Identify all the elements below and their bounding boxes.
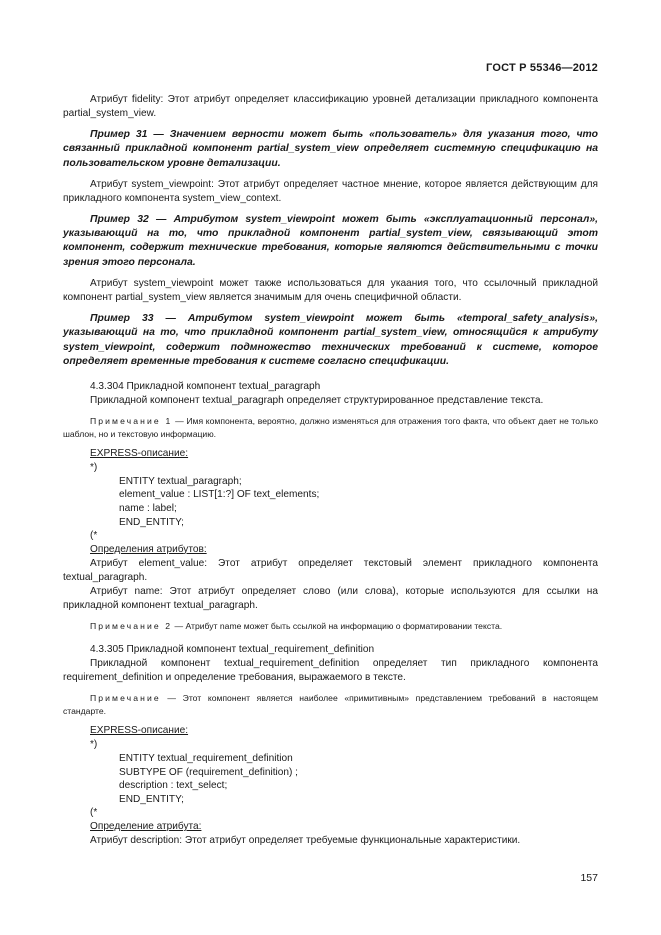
- note-1: [63, 415, 598, 440]
- code-1-close: (*: [90, 530, 98, 542]
- attribute-system-viewpoint-paragraph: Атрибут system_viewpoint: Этот атрибут определяет частное мнение, которое является действующим для прикладного компонента system_view_context.: [63, 178, 598, 204]
- example-32: Пример 32 — Атрибутом system_viewpoint может быть «эксплуатационный персонал», указывающий на то, что прикладной компонент partial_system_view, связывающий этот компонент, содержит технические требования, которые являются действительными с точки зрения этого персонала.: [63, 213, 598, 268]
- express-code-block-2: [63, 738, 598, 820]
- section-4-3-304-title: 4.3.304 Прикладной компонент textual_paragraph: [90, 381, 321, 393]
- section-4-3-304-description: Прикладной компонент textual_paragraph определяет структурированное представление текста.: [90, 395, 544, 407]
- code-1-line: name : label;: [119, 503, 177, 515]
- document-standard-header: ГОСТ Р 55346—2012: [486, 62, 598, 74]
- defs-label-text-2: Определение атрибута:: [90, 820, 202, 832]
- attribute-definitions-label: [63, 543, 598, 557]
- code-1-line: element_value : LIST[1:?] OF text_elements;: [119, 489, 320, 501]
- express-description-label-2: [63, 724, 598, 738]
- defs-label-text-1: Определения атрибутов:: [90, 543, 207, 555]
- note-3-text: — Этот компонент является наиболее «примитивным» представлением требований в настоящем стандарте.: [63, 693, 598, 716]
- note-1-text: — Имя компонента, вероятно, должно изменяться для отражения того факта, что объект дает не только шаблон, но и текстовую информацию.: [63, 416, 598, 439]
- attribute-fidelity-paragraph: Атрибут fidelity: Этот атрибут определяет классификацию уровней детализации прикладного компонента partial_system_view.: [63, 94, 598, 119]
- section-4-3-305-description: Прикладной компонент textual_requirement_definition определяет тип прикладного компонента requirement_definition и определение требования, выражаемого в тексте.: [63, 658, 598, 684]
- note-2-text: — Атрибут name может быть ссылкой на информацию о форматировании текста.: [172, 620, 503, 631]
- code-1-open: *): [90, 462, 98, 474]
- code-2-open: *): [90, 739, 98, 751]
- section-4-3-305-title: 4.3.305 Прикладной компонент textual_requirement_definition: [90, 644, 375, 656]
- code-2-line: END_ENTITY;: [119, 793, 184, 805]
- note-3: [63, 692, 598, 717]
- code-2-line: description : text_select;: [119, 780, 228, 792]
- definition-description: Атрибут description: Этот атрибут определяет требуемые функциональные характеристики.: [90, 834, 521, 846]
- definition-name: Атрибут name: Этот атрибут определяет слово (или слова), которые используются для ссылки на прикладной компонент textual_paragraph.: [63, 585, 598, 611]
- code-1-line: END_ENTITY;: [119, 516, 184, 528]
- page-body: [63, 93, 598, 848]
- code-1-line: ENTITY textual_paragraph;: [119, 475, 242, 487]
- note-2: [63, 620, 598, 633]
- express-label-text-1: EXPRESS-описание:: [90, 448, 189, 460]
- express-description-label-1: [63, 447, 598, 461]
- express-code-block-1: [63, 461, 598, 543]
- code-2-line: ENTITY textual_requirement_definition: [119, 752, 293, 764]
- note-2-label: Примечание 2: [90, 620, 173, 631]
- express-label-text-2: EXPRESS-описание:: [90, 725, 189, 737]
- note-1-label: Примечание 1: [90, 416, 173, 427]
- attribute-definition-label: [63, 820, 598, 834]
- example-33: Пример 33 — Атрибутом system_viewpoint может быть «temporal_safety_analysis», указывающий на то, что прикладной компонент partial_system_view, относящийся к атрибуту system_viewpoint, содержит подмножество технических требований к системе, которое определяет временные требования к системе согласно спецификации.: [63, 313, 598, 367]
- page-number: 157: [580, 872, 598, 884]
- example-31: Пример 31 — Значением верности может быть «пользователь» для указания того, что связанный прикладной компонент partial_system_view определяет системную спецификацию на пользовательском уровне детализации.: [63, 129, 598, 169]
- definition-element-value: Атрибут element_value: Этот атрибут определяет текстовый элемент прикладного компонента textual_paragraph.: [63, 557, 598, 583]
- code-2-close: (*: [90, 807, 98, 819]
- note-3-label: Примечание: [90, 693, 161, 704]
- system-viewpoint-usage-paragraph: Атрибут system_viewpoint может также использоваться для укаания того, что ссылочный прикладной компонент partial_system_view является значимым для очень специфичной области.: [63, 278, 598, 304]
- code-2-line: SUBTYPE OF (requirement_definition) ;: [119, 766, 298, 778]
